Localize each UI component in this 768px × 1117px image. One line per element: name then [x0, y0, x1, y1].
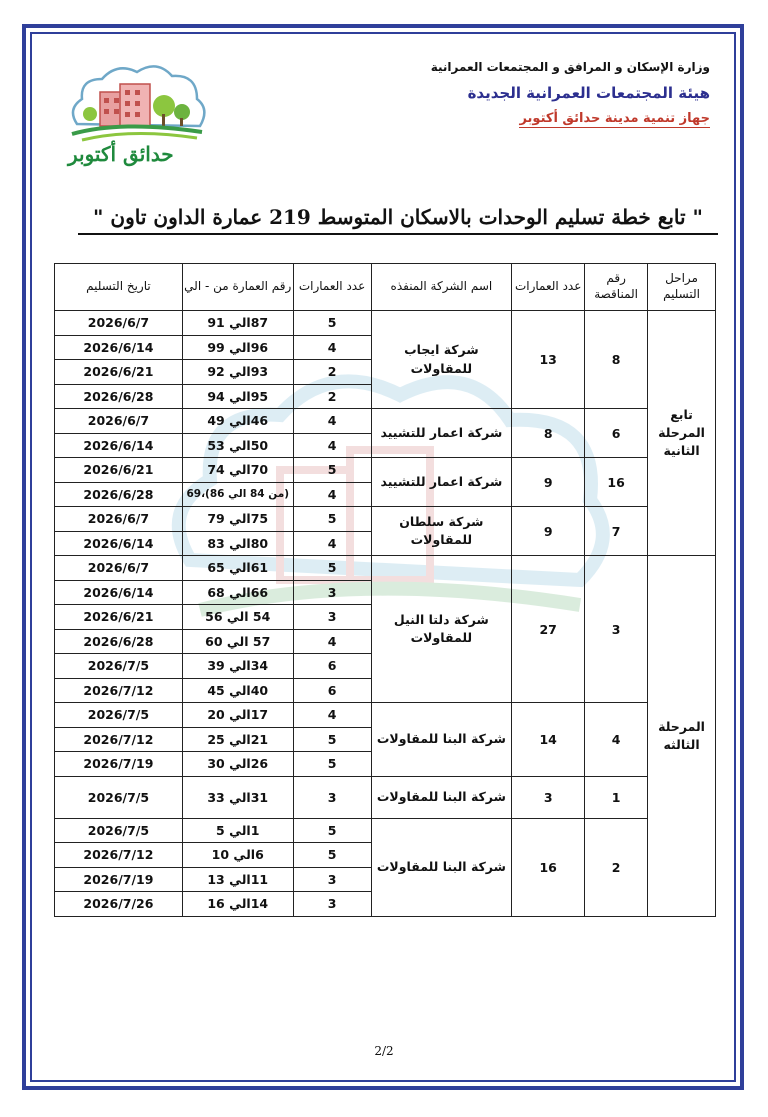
date-cell: 2026/7/12: [55, 727, 183, 752]
building-count-cell: 5: [293, 752, 371, 777]
building-range-cell: 26الي 30: [182, 752, 293, 777]
building-range-cell: 14الي 16: [182, 892, 293, 917]
tender-cell: 8: [585, 311, 648, 409]
building-range-cell: 11الي 13: [182, 867, 293, 892]
building-count-cell: 3: [293, 776, 371, 818]
building-range-cell: 31الي 33: [182, 776, 293, 818]
building-count-cell: 4: [293, 409, 371, 434]
building-range-cell: 54 الي 56: [182, 605, 293, 630]
building-range-cell: 21الي 25: [182, 727, 293, 752]
building-count-cell: 3: [293, 892, 371, 917]
building-range-cell: 93الي 92: [182, 360, 293, 385]
building-count-cell: 4: [293, 629, 371, 654]
building-range-cell: 80الي 83: [182, 531, 293, 556]
count-cell: 8: [512, 409, 585, 458]
stage-cell: تابع المرحلة الثانية: [648, 311, 716, 556]
authority-name: هيئة المجتمعات العمرانية الجديدة: [467, 84, 710, 102]
company-cell: شركة دلتا النيل للمقاولات: [371, 556, 512, 703]
date-cell: 2026/7/5: [55, 703, 183, 728]
building-count-cell: 4: [293, 703, 371, 728]
building-count-cell: 6: [293, 654, 371, 679]
table-row: [55, 703, 716, 728]
building-count-cell: 5: [293, 727, 371, 752]
date-cell: 2026/6/7: [55, 311, 183, 336]
building-count-cell: 3: [293, 580, 371, 605]
agency-name: جهاز تنمية مدينة حدائق أكتوبر: [519, 111, 710, 126]
table-row: [55, 556, 716, 581]
building-count-cell: 3: [293, 605, 371, 630]
date-cell: 2026/7/5: [55, 776, 183, 818]
table-row: [55, 818, 716, 843]
date-cell: 2026/6/14: [55, 580, 183, 605]
company-cell: شركة البنا للمقاولات: [371, 776, 512, 818]
tender-cell: 1: [585, 776, 648, 818]
date-cell: 2026/6/21: [55, 360, 183, 385]
company-cell: شركة سلطان للمقاولات: [371, 507, 512, 556]
tender-cell: 3: [585, 556, 648, 703]
company-cell: شركة اعمار للتشييد: [371, 409, 512, 458]
table-row: [55, 458, 716, 483]
document-title: " تابع خطة تسليم الوحدات بالاسكان المتوسط 219 عمارة الداون تاون ": [78, 205, 718, 235]
count-cell: 3: [512, 776, 585, 818]
header-date: تاريخ التسليم: [55, 264, 183, 311]
building-range-cell: 75الي 79: [182, 507, 293, 532]
date-cell: 2026/6/14: [55, 531, 183, 556]
header-stage: مراحل التسليم: [648, 264, 716, 311]
count-cell: 9: [512, 507, 585, 556]
date-cell: 2026/6/21: [55, 605, 183, 630]
building-count-cell: 4: [293, 335, 371, 360]
building-range-cell: 1الي 5: [182, 818, 293, 843]
building-count-cell: 4: [293, 433, 371, 458]
table-row: [55, 507, 716, 532]
count-cell: 9: [512, 458, 585, 507]
count-cell: 16: [512, 818, 585, 916]
building-range-cell: 34الي 39: [182, 654, 293, 679]
header-building-count: عدد العمارات: [293, 264, 371, 311]
tender-cell: 7: [585, 507, 648, 556]
date-cell: 2026/6/14: [55, 433, 183, 458]
delivery-plan-table: [54, 263, 716, 917]
tender-cell: 6: [585, 409, 648, 458]
table-row: [55, 409, 716, 434]
building-count-cell: 2: [293, 384, 371, 409]
header-count: عدد العمارات: [512, 264, 585, 311]
building-count-cell: 2: [293, 360, 371, 385]
building-range-cell: 17الي 20: [182, 703, 293, 728]
building-range-cell: 6الي 10: [182, 843, 293, 868]
building-count-cell: 5: [293, 556, 371, 581]
table-row: [55, 776, 716, 818]
building-count-cell: 3: [293, 867, 371, 892]
stage-cell: المرحلة الثالثه: [648, 556, 716, 917]
header-tender: رقم المناقصة: [585, 264, 648, 311]
building-count-cell: 5: [293, 458, 371, 483]
date-cell: 2026/7/12: [55, 678, 183, 703]
building-range-cell: 70الي 74: [182, 458, 293, 483]
date-cell: 2026/7/5: [55, 818, 183, 843]
tender-cell: 16: [585, 458, 648, 507]
date-cell: 2026/7/5: [55, 654, 183, 679]
building-range-cell: 46الي 49: [182, 409, 293, 434]
building-range-cell: 57 الي 60: [182, 629, 293, 654]
date-cell: 2026/6/7: [55, 556, 183, 581]
table-header-row: [55, 264, 716, 311]
logo-text: حدائق أكتوبر: [68, 142, 174, 166]
building-range-cell: (من 84 الي 86)،69: [182, 482, 293, 507]
date-cell: 2026/7/12: [55, 843, 183, 868]
company-cell: شركة اعمار للتشييد: [371, 458, 512, 507]
count-cell: 14: [512, 703, 585, 777]
count-cell: 27: [512, 556, 585, 703]
date-cell: 2026/7/26: [55, 892, 183, 917]
building-count-cell: 5: [293, 507, 371, 532]
building-range-cell: 87الي 91: [182, 311, 293, 336]
building-count-cell: 4: [293, 482, 371, 507]
building-range-cell: 50الي 53: [182, 433, 293, 458]
company-cell: شركة ايجاب للمقاولات: [371, 311, 512, 409]
building-count-cell: 5: [293, 311, 371, 336]
date-cell: 2026/6/14: [55, 335, 183, 360]
building-range-cell: 40الي 45: [182, 678, 293, 703]
date-cell: 2026/6/7: [55, 507, 183, 532]
date-cell: 2026/6/28: [55, 629, 183, 654]
building-range-cell: 95الي 94: [182, 384, 293, 409]
building-range-cell: 96الي 99: [182, 335, 293, 360]
building-count-cell: 6: [293, 678, 371, 703]
company-cell: شركة البنا للمقاولات: [371, 703, 512, 777]
ministry-name: وزارة الإسكان و المرافق و المجتمعات العمرانية: [430, 60, 710, 74]
date-cell: 2026/7/19: [55, 752, 183, 777]
page-number: 2/2: [374, 1044, 394, 1058]
building-range-cell: 66الي 68: [182, 580, 293, 605]
building-range-cell: 61الي 65: [182, 556, 293, 581]
date-cell: 2026/6/28: [55, 482, 183, 507]
header-building-range: رقم العمارة من - الي: [182, 264, 293, 311]
building-count-cell: 5: [293, 843, 371, 868]
company-cell: شركة البنا للمقاولات: [371, 818, 512, 916]
date-cell: 2026/7/19: [55, 867, 183, 892]
date-cell: 2026/6/21: [55, 458, 183, 483]
date-cell: 2026/6/7: [55, 409, 183, 434]
building-count-cell: 4: [293, 531, 371, 556]
header-company: اسم الشركة المنفذه: [371, 264, 512, 311]
date-cell: 2026/6/28: [55, 384, 183, 409]
count-cell: 13: [512, 311, 585, 409]
table-row: [55, 311, 716, 336]
tender-cell: 2: [585, 818, 648, 916]
building-count-cell: 5: [293, 818, 371, 843]
tender-cell: 4: [585, 703, 648, 777]
